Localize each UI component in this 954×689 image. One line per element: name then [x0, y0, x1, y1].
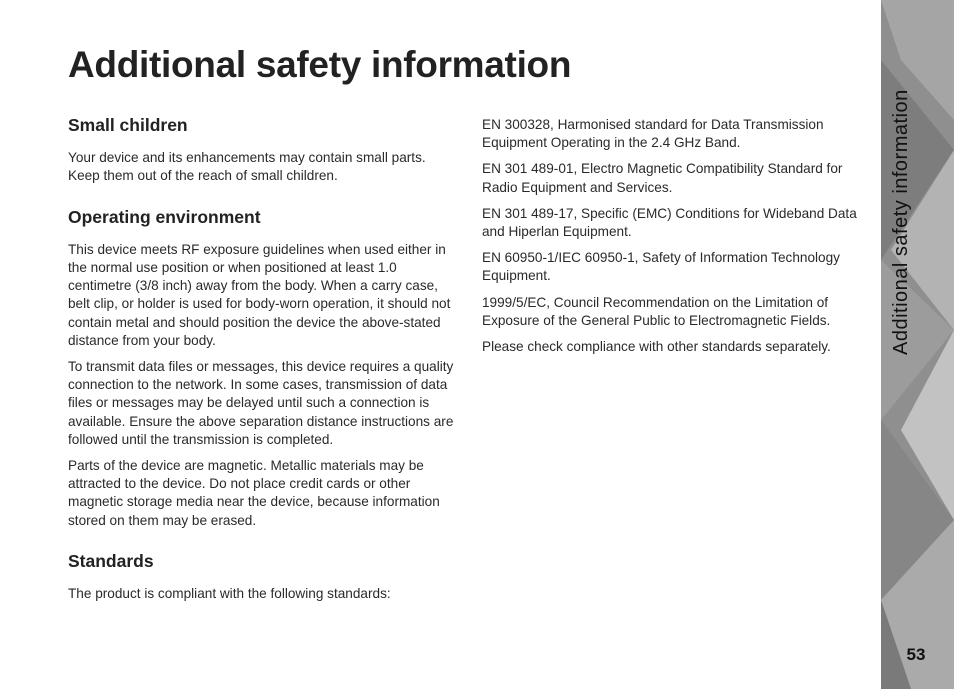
- section-operating-environment: [68, 208, 460, 530]
- standard-item: 1999/5/EC, Council Recommendation on the Limitation of Exposure of the General Public to Electromagnetic Fields.: [482, 294, 831, 328]
- standard-item: EN 300328, Harmonised standard for Data Transmission Equipment Operating in the 2.4 GHz Band.: [482, 117, 824, 151]
- sidebar-label: Additional safety information: [890, 89, 912, 355]
- standard-item: EN 301 489-01, Electro Magnetic Compatibility Standard for Radio Equipment and Services.: [482, 161, 843, 195]
- left-column: [68, 116, 460, 625]
- paragraph: This device meets RF exposure guidelines when used either in the normal use position or when positioned at least 1.0 centimetre (3/8 inch) away from the body. When a carry case, belt clip, or holder is used for body-worn operation, it should not contain metal and should position the device the above-stated distance from your body.: [68, 241, 451, 348]
- section-heading: Standards: [68, 550, 154, 571]
- paragraph: Your device and its enhancements may contain small parts. Keep them out of the reach of small children.: [68, 150, 426, 184]
- page-number: 53: [906, 645, 926, 664]
- paragraph: The product is compliant with the following standards:: [68, 586, 391, 602]
- page-title: Additional safety information: [68, 44, 572, 85]
- paragraph: To transmit data files or messages, this device requires a quality connection to the network. In some cases, transmission of data files or messages may be delayed until such a connection is available. Ensure the above separation distance instructions are followed until the transmission is completed.: [68, 359, 454, 447]
- right-column: [482, 116, 874, 364]
- section-small-children: [68, 116, 460, 186]
- section-heading: Operating environment: [68, 206, 261, 227]
- compliance-note: Please check compliance with other standards separately.: [482, 339, 831, 355]
- standard-item: EN 60950-1/IEC 60950-1, Safety of Information Technology Equipment.: [482, 250, 840, 284]
- standard-item: EN 301 489-17, Specific (EMC) Conditions for Wideband Data and Hiperlan Equipment.: [482, 205, 857, 240]
- paragraph: Parts of the device are magnetic. Metallic materials may be attracted to the device. Do not place credit cards or other magnetic storage media near the device, because information stored on them may be erased.: [68, 458, 440, 528]
- section-heading: Small children: [68, 115, 188, 135]
- section-standards: [68, 552, 460, 603]
